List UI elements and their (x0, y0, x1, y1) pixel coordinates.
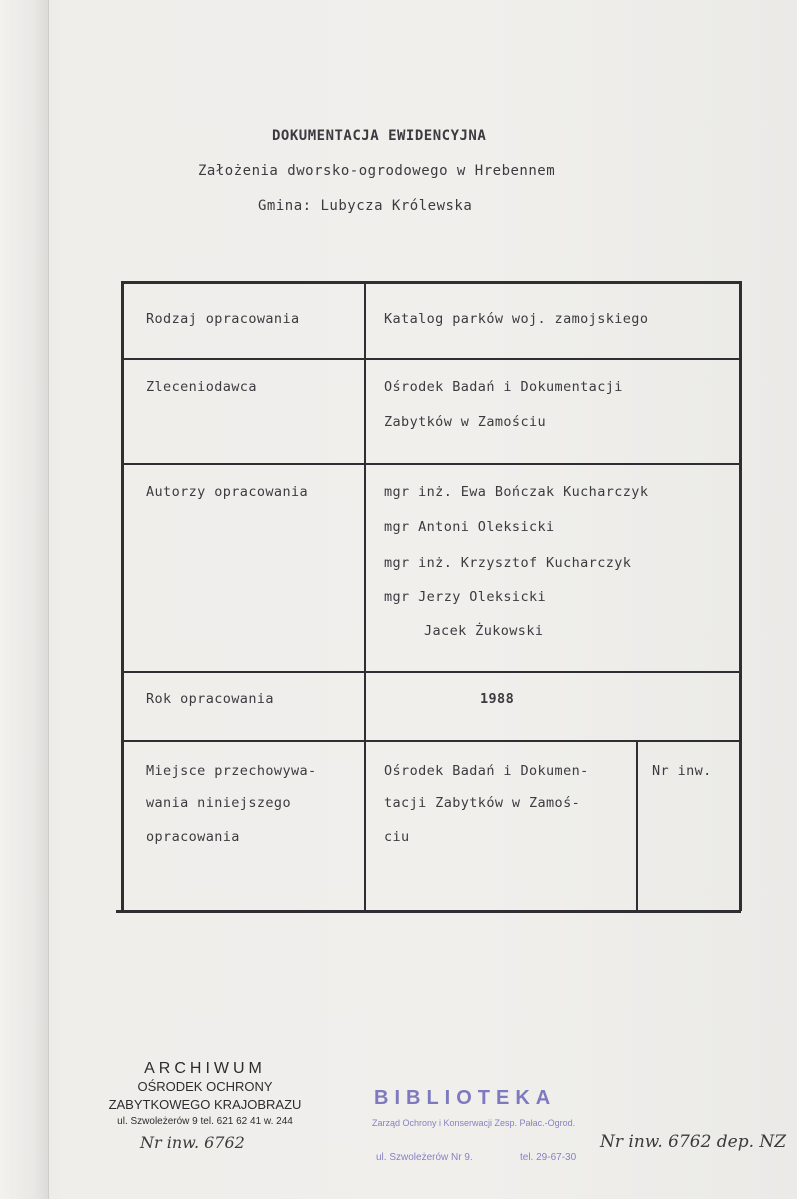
row-value-year: 1988 (480, 691, 515, 707)
row-label-location: Miejsce przechowywa- (146, 763, 317, 779)
library-stamp-line: Zarząd Ochrony i Konserwacji Zesp. Pałac.-Ogrod. (372, 1118, 576, 1128)
inventory-number-label: Nr inw. (652, 763, 712, 779)
author-name: mgr inż. Ewa Bończak Kucharczyk (384, 484, 649, 500)
archive-stamp-title: ARCHIWUM (144, 1060, 266, 1077)
row-value-location: tacji Zabytków w Zamoś- (384, 795, 581, 811)
row-value-client: Ośrodek Badań i Dokumentacji (384, 379, 623, 395)
table-row-divider (121, 740, 741, 742)
row-value-type: Katalog parków woj. zamojskiego (384, 311, 649, 327)
table-column-divider (364, 281, 366, 911)
author-name: Jacek Żukowski (424, 623, 544, 639)
document-subtitle: Założenia dworsko-ogrodowego w Hrebennem (198, 163, 556, 179)
binding-edge (0, 0, 49, 1199)
library-stamp-address: ul. Szwoleżerów Nr 9. (376, 1152, 473, 1163)
author-name: mgr Jerzy Oleksicki (384, 589, 547, 605)
handwritten-inventory-number: Nr inw. 6762 (140, 1133, 245, 1152)
table-column-divider (636, 740, 638, 911)
table-row-divider (121, 358, 741, 360)
archive-stamp-line: OŚRODEK OCHRONY (137, 1079, 273, 1094)
handwritten-library-number: Nr inw. 6762 dep. NZ (600, 1132, 787, 1152)
library-stamp-title: BIBLIOTEKA (374, 1087, 557, 1109)
table-border-left (121, 281, 124, 911)
author-name: mgr inż. Krzysztof Kucharczyk (384, 555, 632, 571)
row-label-type: Rodzaj opracowania (146, 311, 300, 327)
document-title: DOKUMENTACJA EWIDENCYJNA (272, 128, 487, 144)
row-label-year: Rok opracowania (146, 691, 274, 707)
table-row-divider (121, 463, 741, 465)
gmina-line: Gmina: Lubycza Królewska (258, 198, 473, 214)
library-stamp-phone: tel. 29-67-30 (520, 1152, 577, 1163)
archive-stamp-address: ul. Szwoleżerów 9 tel. 621 62 41 w. 244 (117, 1116, 293, 1127)
table-row-divider (121, 671, 741, 673)
row-label-location: wania niniejszego (146, 795, 291, 811)
row-label-authors: Autorzy opracowania (146, 484, 309, 500)
author-name: mgr Antoni Oleksicki (384, 519, 555, 535)
table-border-top (121, 281, 741, 284)
row-value-client: Zabytków w Zamościu (384, 414, 547, 430)
row-label-location: opracowania (146, 829, 240, 845)
row-value-location: Ośrodek Badań i Dokumen- (384, 763, 589, 779)
archive-stamp-line: ZABYTKOWEGO KRAJOBRAZU (108, 1097, 302, 1112)
table-border-bottom (116, 910, 741, 913)
row-value-location: ciu (384, 829, 410, 845)
row-label-client: Zleceniodawca (146, 379, 257, 395)
table-border-right (739, 281, 742, 911)
